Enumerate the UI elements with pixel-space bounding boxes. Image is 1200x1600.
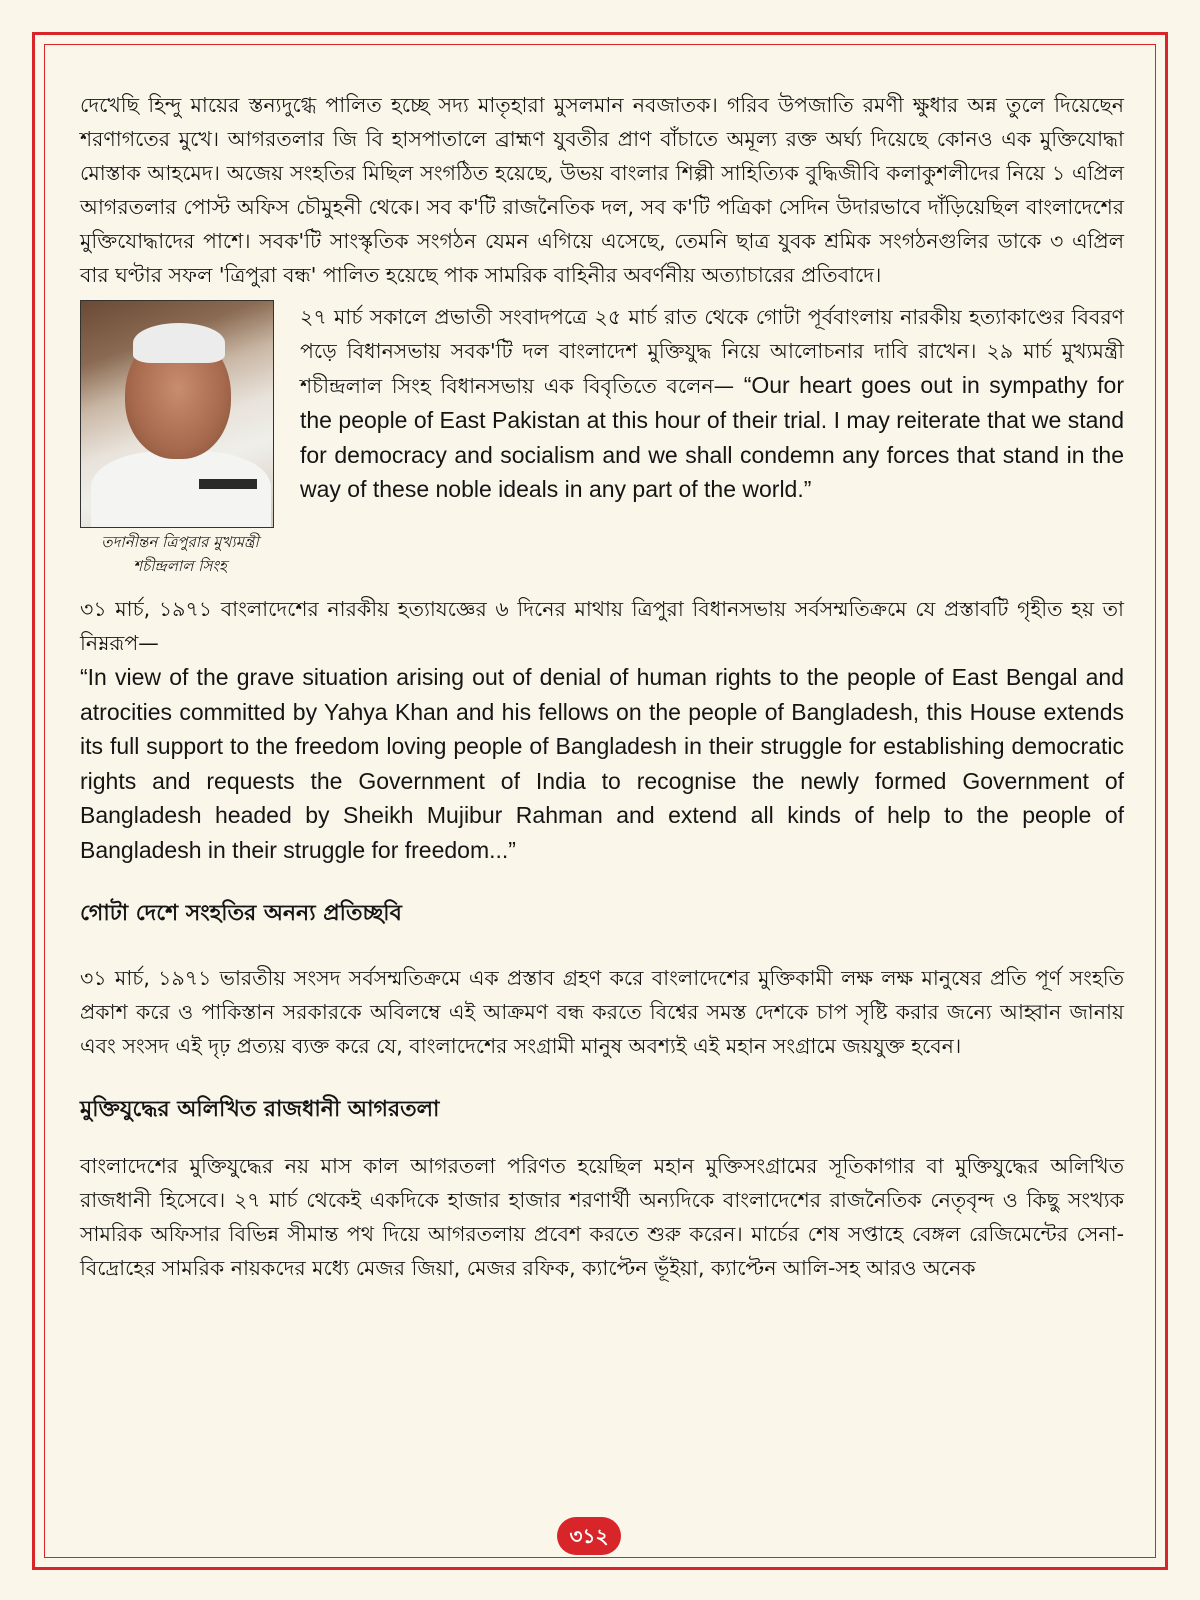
- paragraph-solidarity: দেখেছি হিন্দু মায়ের স্তন্যদুগ্ধে পালিত হচ্ছে সদ্য মাতৃহারা মুসলমান নবজাতক। গরিব উপজাতি রমণী ক্ষুধার অন্ন তুলে দিয়েছেন শরণাগতের মুখে। আগরতলার জি বি হাসপাতালে ব্রাহ্মণ যুবতীর প্রাণ বাঁচাতে অমূল্য রক্ত অর্ঘ্য দিয়েছে কোনও এক মুক্তিযোদ্ধা মোস্তাক আহমেদ। অজেয় সংহতির মিছিল সংগঠিত হয়েছে, উভয় বাংলার শিল্পী সাহিত্যিক বুদ্ধিজীবি কলাকুশলীদের নিয়ে ১ এপ্রিল আগরতলার পোস্ট অফিস চৌমুহনী থেকে। সব ক'টি রাজনৈতিক দল, সব ক'টি পত্রিকা সেদিন উদারভাবে দাঁড়িয়েছিল বাংলাদেশের মুক্তিযোদ্ধাদের পাশে। সবক'টি সাংস্কৃতিক সংগঠন যেমন এগিয়ে এসেছে, তেমনি ছাত্র যুবক শ্রমিক সংগঠনগুলির ডাকে ৩ এপ্রিল বার ঘণ্টার সফল 'ত্রিপুরা বন্ধ' পালিত হয়েছে পাক সামরিক বাহিনীর অবর্ণনীয় অত্যাচারের প্রতিবাদে।: [80, 93, 1124, 287]
- resolution-quote: “In view of the grave situation arising out of denial of human rights to the people of East Bengal and atrocities committed by Yahya Khan and his fellows on the people of Bangladesh, this House extends its full support to the freedom loving people of Bangladesh in their struggle for establishing democratic rights and requests the Government of India to recognise the newly formed Government of Bangladesh headed by Sheikh Mujibur Rahman and extend all kinds of help to the people of Bangladesh in their struggle for freedom...”: [80, 664, 1124, 863]
- section-heading-solidarity: গোটা দেশে সংহতির অনন্য প্রতিচ্ছবি: [80, 901, 402, 926]
- section-heading-agartala: মুক্তিযুদ্ধের অলিখিত রাজধানী আগরতলা: [80, 1097, 440, 1122]
- statement-intro: ২৭ মার্চ সকালে প্রভাতী সংবাদপত্রে ২৫ মার্চ রাত থেকে গোটা পূর্ববাংলায় নারকীয় হত্যাকাণ্ডের বিবরণ পড়ে বিধানসভায় সবক'টি দল বাংলাদেশ মুক্তিযুদ্ধ নিয়ে আলোচনার দাবি রাখেন। ২৯ মার্চ মুখ্যমন্ত্রী শচীন্দ্রলাল সিংহ বিধানসভায় এক বিবৃতিতে বলেন—: [300, 305, 1124, 398]
- paragraph-assembly-statement: [300, 300, 1124, 578]
- photo-caption: [80, 530, 280, 578]
- statement-quote: “Our heart goes out in sympathy for the people of East Pakistan at this hour of their trial. I may reiterate that we stand for democracy and socialism and we shall condemn any forces that stand in the way of these noble ideals in any part of the world.”: [300, 372, 1124, 502]
- photo-caption-line1: তদানীন্তন ত্রিপুরার মুখ্যমন্ত্রী: [101, 533, 259, 551]
- photo-section: [80, 300, 1124, 578]
- photo-pocket: [199, 479, 257, 489]
- photo-hair: [133, 323, 225, 363]
- photo-column: [80, 300, 280, 578]
- photo-shirt: [91, 451, 271, 528]
- page-content: [80, 88, 1124, 1285]
- paragraph-parliament: ৩১ মার্চ, ১৯৭১ ভারতীয় সংসদ সর্বসম্মতিক্রমে এক প্রস্তাব গ্রহণ করে বাংলাদেশের মুক্তিকামী লক্ষ লক্ষ মানুষের প্রতি পূর্ণ সংহতি প্রকাশ করে ও পাকিস্তান সরকারকে অবিলম্বে এই আক্রমণ বন্ধ করতে বিশ্বের সমস্ত দেশকে চাপ সৃষ্টি করার জন্যে আহ্বান জানায় এবং সংসদ এই দৃঢ় প্রত্যয় ব্যক্ত করে যে, বাংলাদেশের সংগ্রামী মানুষ অবশ্যই এই মহান সংগ্রামে জয়যুক্ত হবেন।: [80, 966, 1124, 1058]
- paragraph-resolution-intro: ৩১ মার্চ, ১৯৭১ বাংলাদেশের নারকীয় হত্যাযজ্ঞের ৬ দিনের মাথায় ত্রিপুরা বিধানসভায় সর্বসম্মতিক্রমে যে প্রস্তাবটি গৃহীত হয় তা নিম্নরূপ—: [80, 597, 1124, 655]
- page-number: ৩১২: [557, 1517, 621, 1555]
- portrait-photo: [80, 300, 274, 528]
- photo-caption-line2: শচীন্দ্রলাল সিংহ: [133, 557, 227, 575]
- paragraph-agartala: বাংলাদেশের মুক্তিযুদ্ধের নয় মাস কাল আগরতলা পরিণত হয়েছিল মহান মুক্তিসংগ্রামের সূতিকাগার বা মুক্তিযুদ্ধের অলিখিত রাজধানী হিসেবে। ২৭ মার্চ থেকেই একদিকে হাজার হাজার শরণার্থী অন্যদিকে বাংলাদেশের রাজনৈতিক নেতৃবৃন্দ ও কিছু সংখ্যক সামরিক অফিসার বিভিন্ন সীমান্ত পথ দিয়ে আগরতলায় প্রবেশ করতে শুরু করেন। মার্চের শেষ সপ্তাহে বেঙ্গল রেজিমেন্টের সেনা-বিদ্রোহের সামরিক নায়কদের মধ্যে মেজর জিয়া, মেজর রফিক, ক্যাপ্টেন ভূঁইয়া, ক্যাপ্টেন আলি-সহ আরও অনেক: [80, 1154, 1124, 1280]
